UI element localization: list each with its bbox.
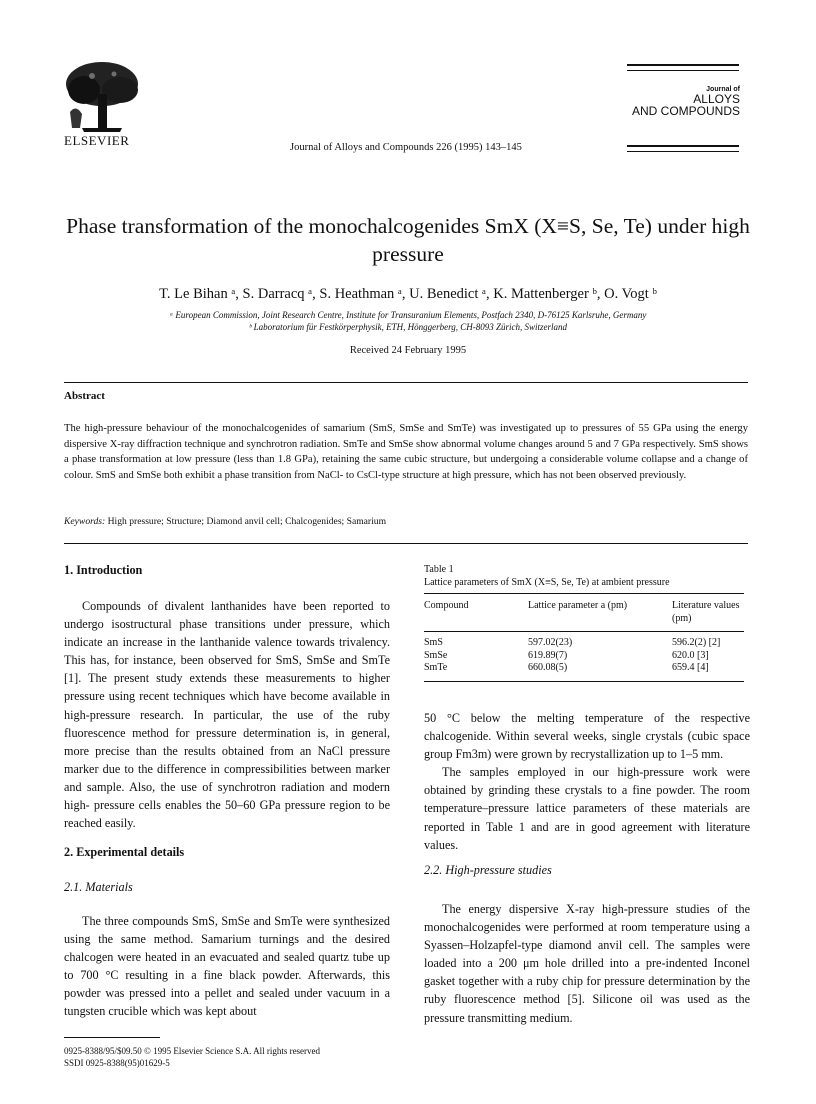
section-heading-experimental: 2. Experimental details — [64, 845, 185, 859]
keywords-line — [64, 516, 748, 527]
journal-name-block — [610, 86, 740, 117]
journal-name-line2: ALLOYS — [693, 92, 740, 106]
journal-name-line1: Journal of — [706, 86, 740, 93]
table-caption-text: Lattice parameters of SmX (X≡S, Se, Te) at ambient pressure — [424, 577, 670, 588]
high-pressure-text — [424, 900, 750, 1027]
table-lattice-parameters — [424, 593, 744, 682]
footer-issn — [64, 1045, 320, 1069]
table-caption — [424, 563, 670, 589]
abstract-rule-top — [64, 382, 748, 383]
table-row — [424, 662, 744, 681]
journal-name-line3: AND COMPOUNDS — [631, 104, 740, 118]
materials-continued-paragraph-2: The samples employed in our high-pressure work were obtained by grinding these crystals to a fine powder. The room temperature–pressure lattice parameters of these materials are reported in Table 1 and are in good agreement with literature values. — [424, 765, 750, 852]
journal-rule-top-thin — [627, 70, 739, 71]
journal-rule-top — [627, 64, 739, 66]
table-cell: SmSe — [424, 649, 448, 661]
subsection-heading-materials: 2.1. Materials — [64, 880, 133, 894]
table-cell: 659.4 [4] — [672, 662, 744, 681]
ssdi-line: SSDI 0925-8388(95)01629-5 — [64, 1058, 170, 1068]
introduction-text — [64, 597, 390, 832]
footer-rule — [64, 1037, 160, 1038]
journal-rule-bottom-thin — [627, 151, 739, 152]
materials-paragraph: The three compounds SmS, SmSe and SmTe were synthesized using the same method. Samarium turnings and the desired chalcogen were heated in an evacuated and sealed quartz tube up to 700 °C resulting in a fine black powder. Afterwards, this powder was pressed into a pellet and sealed under vacuum in a tungsten crucible which was kept about — [64, 914, 390, 1019]
section-heading-introduction: 1. Introduction — [64, 563, 143, 577]
table-header-literature: Literature values (pm) — [672, 594, 744, 632]
table-row — [424, 632, 744, 650]
table-cell: 597.02(23) — [528, 637, 573, 648]
journal-citation: Journal of Alloys and Compounds 226 (1995) 143–145 — [290, 142, 522, 153]
table-header-compound: Compound — [424, 594, 528, 632]
keywords-label: Keywords: — [64, 516, 106, 527]
table-cell: SmTe — [424, 662, 528, 681]
table-label: Table 1 — [424, 564, 454, 575]
affiliation-a: ᵃ European Commission, Joint Research Centre, Institute for Transuranium Elements, Postfach 2340, D-76125 Karlsruhe, Germany — [169, 310, 647, 320]
high-pressure-paragraph: The energy dispersive X-ray high-pressure studies of the monochalcogenides were performed at room temperature using a Syassen–Holzapfel-type diamond anvil cell. The samples were loaded into a 200 μm hole drilled into a pre-indented Inconel gasket together with a ruby chip for pressure determination by the ruby fluorescence method [5]. Silicone oil was used as the pressure transmitting medium. — [424, 902, 750, 1025]
subsection-heading-high-pressure: 2.2. High-pressure studies — [424, 863, 552, 877]
abstract-heading: Abstract — [64, 390, 105, 402]
introduction-paragraph: Compounds of divalent lanthanides have been reported to undergo isostructural phase transitions under pressure, which indicate an increase in the lanthanide valence towards trivalency. This has, for instance, been observed for SmS, SmSe and SmTe [1]. The present study extends these measurements to higher pressure using recent techniques which have become available in high-pressure research. In particular, the use of the ruby fluorescence method for pressure determination is, in general, more precise than the results obtained from an NaCl pressure marker due to the difference in compressibilities between marker and sample. Also, the use of synchrotron radiation and modern high- pressure cells enables the 50–60 GPa pressure region to be reached easily. — [64, 599, 390, 831]
publisher-name: ELSEVIER — [64, 133, 130, 148]
materials-continued-paragraph-1: 50 °C below the melting temperature of the respective chalcogenide. Within several weeks, single crystals (cubic space group Fm3m) were grown by recrystallization up to 1–5 mm. — [424, 711, 750, 762]
table-header-lattice: Lattice parameter a (pm) — [528, 594, 672, 632]
table-cell: SmS — [424, 637, 443, 648]
materials-text — [64, 912, 390, 1021]
received-date: Received 24 February 1995 — [349, 345, 467, 356]
abstract-text: The high-pressure behaviour of the monochalcogenides of samarium (SmS, SmSe and SmTe) was investigated up to pressures of 55 GPa using the energy dispersive X-ray diffraction technique and synchrotron radiation. SmTe and SmSe show abnormal volume changes around 5 and 7 GPa respectively. SmS shows a phase transformation at low pressure (less than 1.8 GPa), retaining the same cubic structure, but undergoing a considerable volume collapse and a change of colour. SmS and SmSe both exhibit a phase transition from NaCl- to CsCl-type structure at high pressure, which has not been observed previously. — [64, 423, 748, 481]
paper-title: Phase transformation of the monochalcogenides SmX (X≡S, Se, Te) under high pressure — [66, 214, 750, 266]
author-list: T. Le Bihan ᵃ, S. Darracq ᵃ, S. Heathman ᵃ, U. Benedict ᵃ, K. Mattenberger ᵇ, O. Vogt ᵇ — [159, 286, 657, 302]
table-cell: 620.0 [3] — [672, 649, 709, 661]
table-cell: 660.08(5) — [528, 662, 672, 681]
table-cell: 619.89(7) — [528, 649, 568, 661]
elsevier-tree-logo — [62, 60, 142, 134]
keywords-text: High pressure; Structure; Diamond anvil cell; Chalcogenides; Samarium — [107, 516, 387, 527]
abstract-rule-bottom — [64, 543, 748, 544]
journal-rule-bottom — [627, 145, 739, 147]
affiliation-b: ᵇ Laboratorium für Festkörperphysik, ETH, Hönggerberg, CH-8093 Zürich, Switzerland — [248, 322, 568, 332]
table-cell: 596.2(2) [2] — [672, 637, 721, 648]
issn-line: 0925-8388/95/$09.50 © 1995 Elsevier Science S.A. All rights reserved — [64, 1046, 321, 1056]
affiliations — [60, 309, 756, 333]
materials-continued-text — [424, 709, 750, 854]
table-row — [424, 650, 744, 663]
